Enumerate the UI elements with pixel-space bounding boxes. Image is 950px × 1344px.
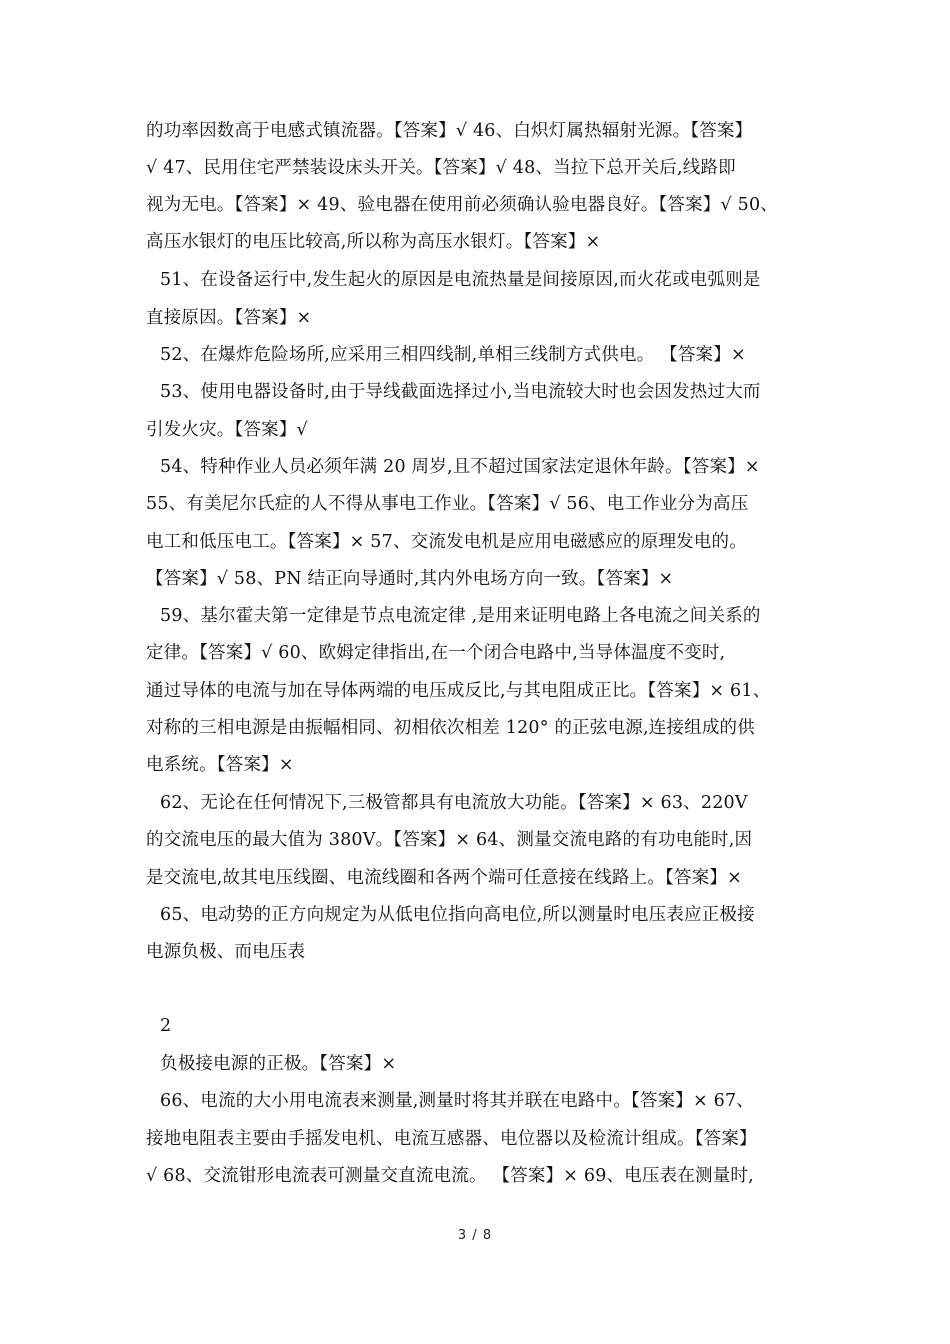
text-line: 【答案】√ 58、PN 结正向导通时,其内外电场方向一致。【答案】× — [146, 569, 674, 589]
text-line: 59、基尔霍夫第一定律是节点电流定律 ,是用来证明电路上各电流之间关系的 — [160, 606, 761, 626]
text-line: 接地电阻表主要由手摇发电机、电流互感器、电位器以及检流计组成。【答案】 — [146, 1129, 757, 1149]
text-line: 电源负极、而电压表 — [146, 942, 306, 962]
text-line: 65、电动势的正方向规定为从低电位指向高电位,所以测量时电压表应正极接 — [160, 905, 755, 925]
text-line: √ 68、交流钳形电流表可测量交直流电流。 【答案】× 69、电压表在测量时, — [146, 1166, 754, 1186]
page-marker: 2 — [160, 1016, 172, 1036]
text-line: 的功率因数高于电感式镇流器。【答案】√ 46、白炽灯属热辐射光源。【答案】 — [146, 121, 753, 141]
text-line: 电系统。【答案】× — [146, 755, 294, 775]
text-line: 电工和低压电工。【答案】× 57、交流发电机是应用电磁感应的原理发电的。 — [146, 532, 747, 552]
text-line: 66、电流的大小用电流表来测量,测量时将其并联在电路中。【答案】× 67、 — [160, 1091, 754, 1111]
text-line: 通过导体的电流与加在导体两端的电压成反比,与其电阻成正比。【答案】× 61、 — [146, 681, 771, 701]
text-line: 62、无论在任何情况下,三极管都具有电流放大功能。【答案】× 63、220V — [160, 793, 748, 813]
text-line: 定律。【答案】√ 60、欧姆定律指出,在一个闭合电路中,当导体温度不变时, — [146, 643, 726, 663]
text-line: 高压水银灯的电压比较高,所以称为高压水银灯。【答案】× — [146, 232, 601, 252]
text-line: √ 47、民用住宅严禁装设床头开关。【答案】√ 48、当拉下总开关后,线路即 — [146, 158, 736, 178]
text-line: 55、有美尼尔氏症的人不得从事电工作业。【答案】√ 56、电工作业分为高压 — [146, 494, 749, 514]
text-line: 是交流电,故其电压线圈、电流线圈和各两个端可任意接在线路上。【答案】× — [146, 868, 742, 888]
text-line: 引发火灾。【答案】√ — [146, 420, 308, 440]
text-line: 的交流电压的最大值为 380V。【答案】× 64、测量交流电路的有功电能时,因 — [146, 830, 753, 850]
text-line: 负极接电源的正极。【答案】× — [160, 1054, 397, 1074]
text-line: 51、在设备运行中,发生起火的原因是电流热量是间接原因,而火花或电弧则是 — [160, 270, 761, 290]
text-line: 视为无电。【答案】× 49、验电器在使用前必须确认验电器良好。【答案】√ 50、 — [146, 195, 778, 215]
page-number: 3 / 8 — [457, 1228, 493, 1243]
text-line: 对称的三相电源是由振幅相同、初相依次相差 120° 的正弦电源,连接组成的供 — [146, 718, 755, 738]
text-line: 53、使用电器设备时,由于导线截面选择过小,当电流较大时也会因发热过大而 — [160, 382, 761, 402]
text-line: 52、在爆炸危险场所,应采用三相四线制,单相三线制方式供电。 【答案】× — [160, 345, 746, 365]
text-line: 54、特种作业人员必须年满 20 周岁,且不超过国家法定退休年龄。【答案】× — [160, 457, 760, 477]
text-line: 直接原因。【答案】× — [146, 308, 312, 328]
